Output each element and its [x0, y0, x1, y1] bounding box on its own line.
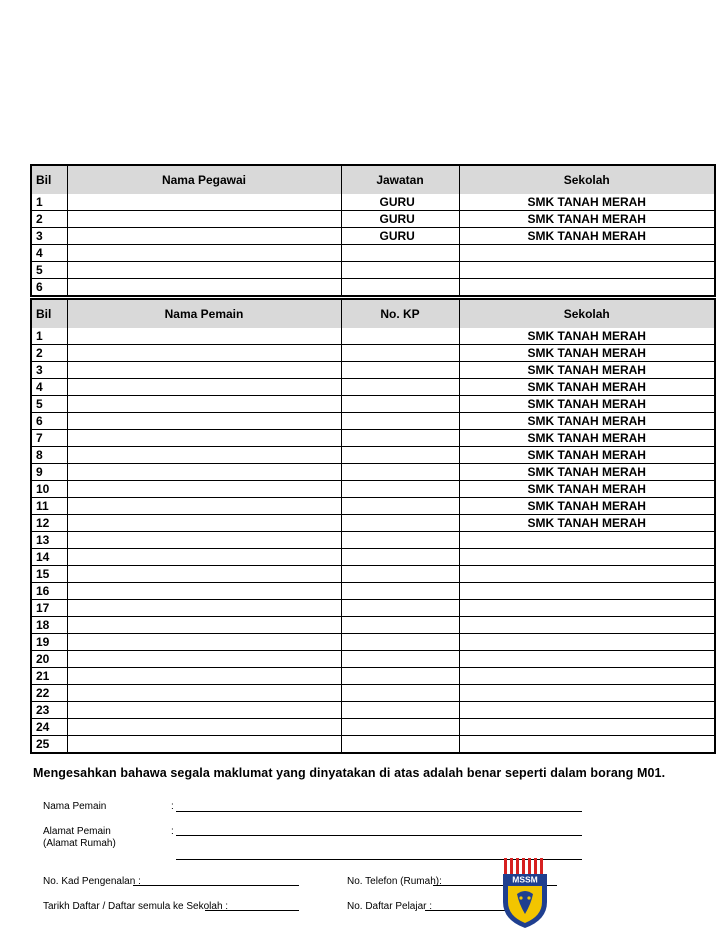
player-row [31, 617, 715, 634]
player-name-cell [67, 566, 341, 583]
player-row [31, 549, 715, 566]
player-bil-cell: 18 [31, 617, 67, 634]
player-ic-cell [341, 345, 459, 362]
staff-post-cell: GURU [341, 211, 459, 228]
player-bil-cell: 3 [31, 362, 67, 379]
player-bil-cell: 14 [31, 549, 67, 566]
tiger-eye-left [519, 896, 522, 899]
address-colon: : [171, 826, 174, 837]
player-school-cell [459, 549, 715, 566]
player-row [31, 328, 715, 345]
player-name-cell [67, 396, 341, 413]
player-row [31, 736, 715, 754]
address-label: Alamat Pemain [43, 826, 111, 837]
logo-stripes [504, 858, 543, 874]
player-row [31, 447, 715, 464]
staff-bil-cell: 5 [31, 262, 67, 279]
player-name-field[interactable] [176, 811, 582, 812]
staff-row [31, 194, 715, 211]
player-name-cell [67, 651, 341, 668]
staff-row [31, 279, 715, 297]
staff-row [31, 228, 715, 245]
player-school-cell [459, 600, 715, 617]
player-name-label: Nama Pemain [43, 801, 107, 812]
player-school-cell [459, 702, 715, 719]
player-ic-cell [341, 685, 459, 702]
player-school-cell: SMK TANAH MERAH [459, 464, 715, 481]
player-name-cell [67, 362, 341, 379]
staff-school-cell: SMK TANAH MERAH [459, 211, 715, 228]
player-row [31, 464, 715, 481]
player-school-cell [459, 668, 715, 685]
player-name-cell [67, 634, 341, 651]
player-table-body [31, 328, 715, 753]
ic-number-field[interactable] [133, 885, 299, 886]
staff-header-name: Nama Pegawai [67, 165, 341, 194]
staff-school-cell: SMK TANAH MERAH [459, 194, 715, 211]
player-school-cell: SMK TANAH MERAH [459, 362, 715, 379]
player-header-bil: Bil [31, 299, 67, 328]
player-row [31, 362, 715, 379]
player-name-cell [67, 583, 341, 600]
player-header-school: Sekolah [459, 299, 715, 328]
player-bil-cell: 21 [31, 668, 67, 685]
register-date-field[interactable] [205, 910, 299, 911]
logo-stripe [504, 858, 507, 874]
staff-bil-cell: 3 [31, 228, 67, 245]
player-name-cell [67, 464, 341, 481]
player-row [31, 532, 715, 549]
player-ic-cell [341, 583, 459, 600]
player-ic-cell [341, 719, 459, 736]
player-name-cell [67, 430, 341, 447]
logo-stripe [540, 858, 543, 874]
address-field-line-1[interactable] [176, 835, 582, 836]
player-name-cell [67, 532, 341, 549]
player-ic-cell [341, 447, 459, 464]
staff-header-school: Sekolah [459, 165, 715, 194]
player-bil-cell: 25 [31, 736, 67, 754]
player-ic-cell [341, 600, 459, 617]
player-row [31, 685, 715, 702]
player-name-cell [67, 515, 341, 532]
player-header-row [31, 299, 715, 328]
player-name-cell [67, 379, 341, 396]
player-bil-cell: 13 [31, 532, 67, 549]
staff-name-cell [67, 228, 341, 245]
player-ic-cell [341, 498, 459, 515]
staff-name-cell [67, 262, 341, 279]
staff-school-cell [459, 245, 715, 262]
player-bil-cell: 15 [31, 566, 67, 583]
player-bil-cell: 4 [31, 379, 67, 396]
player-header-name: Nama Pemain [67, 299, 341, 328]
player-name-cell [67, 719, 341, 736]
player-school-cell: SMK TANAH MERAH [459, 515, 715, 532]
staff-bil-cell: 4 [31, 245, 67, 262]
player-row [31, 345, 715, 362]
player-school-cell [459, 617, 715, 634]
player-name-cell [67, 600, 341, 617]
player-table [30, 298, 716, 754]
staff-post-cell: GURU [341, 194, 459, 211]
player-bil-cell: 12 [31, 515, 67, 532]
player-ic-cell [341, 413, 459, 430]
ic-number-label: No. Kad Pengenalan : [43, 876, 141, 887]
player-name-cell [67, 702, 341, 719]
player-row [31, 634, 715, 651]
staff-name-cell [67, 211, 341, 228]
player-school-cell [459, 685, 715, 702]
address-home-label: (Alamat Rumah) [43, 838, 116, 849]
player-ic-cell [341, 702, 459, 719]
player-name-cell [67, 447, 341, 464]
player-ic-cell [341, 430, 459, 447]
player-ic-cell [341, 328, 459, 345]
player-ic-cell [341, 464, 459, 481]
player-bil-cell: 5 [31, 396, 67, 413]
student-no-field[interactable] [425, 910, 505, 911]
player-school-cell: SMK TANAH MERAH [459, 396, 715, 413]
player-name-cell [67, 413, 341, 430]
player-school-cell: SMK TANAH MERAH [459, 481, 715, 498]
player-bil-cell: 11 [31, 498, 67, 515]
player-row [31, 702, 715, 719]
player-bil-cell: 7 [31, 430, 67, 447]
player-bil-cell: 20 [31, 651, 67, 668]
player-row [31, 719, 715, 736]
tiger-eye-right [527, 896, 530, 899]
mssm-logo [500, 858, 550, 928]
logo-stripe [534, 858, 537, 874]
player-ic-cell [341, 532, 459, 549]
staff-post-cell: GURU [341, 228, 459, 245]
staff-name-cell [67, 245, 341, 262]
player-name-cell [67, 685, 341, 702]
staff-row [31, 211, 715, 228]
player-row [31, 600, 715, 617]
staff-table-body [31, 194, 715, 296]
staff-name-cell [67, 279, 341, 297]
player-school-cell: SMK TANAH MERAH [459, 413, 715, 430]
player-header-ic: No. KP [341, 299, 459, 328]
player-bil-cell: 24 [31, 719, 67, 736]
logo-text: MSSM [512, 874, 538, 885]
player-school-cell [459, 634, 715, 651]
player-bil-cell: 9 [31, 464, 67, 481]
staff-bil-cell: 6 [31, 279, 67, 297]
logo-stripe [510, 858, 513, 874]
staff-header-post: Jawatan [341, 165, 459, 194]
player-name-cell [67, 481, 341, 498]
staff-header-row [31, 165, 715, 194]
player-school-cell [459, 583, 715, 600]
player-row [31, 515, 715, 532]
student-no-label: No. Daftar Pelajar : [347, 901, 433, 912]
player-school-cell [459, 651, 715, 668]
player-row [31, 413, 715, 430]
player-name-colon: : [171, 801, 174, 812]
staff-row [31, 245, 715, 262]
player-school-cell: SMK TANAH MERAH [459, 379, 715, 396]
logo-stripe [522, 858, 525, 874]
player-school-cell: SMK TANAH MERAH [459, 328, 715, 345]
player-row [31, 481, 715, 498]
staff-school-cell: SMK TANAH MERAH [459, 228, 715, 245]
staff-table [30, 164, 716, 297]
player-school-cell: SMK TANAH MERAH [459, 447, 715, 464]
player-bil-cell: 22 [31, 685, 67, 702]
player-ic-cell [341, 362, 459, 379]
logo-stripe [516, 858, 519, 874]
player-ic-cell [341, 379, 459, 396]
player-row [31, 668, 715, 685]
staff-bil-cell: 2 [31, 211, 67, 228]
player-bil-cell: 2 [31, 345, 67, 362]
staff-school-cell [459, 279, 715, 297]
player-bil-cell: 17 [31, 600, 67, 617]
player-name-cell [67, 736, 341, 754]
player-school-cell: SMK TANAH MERAH [459, 430, 715, 447]
player-bil-cell: 1 [31, 328, 67, 345]
player-name-cell [67, 328, 341, 345]
player-row [31, 396, 715, 413]
player-bil-cell: 16 [31, 583, 67, 600]
player-bil-cell: 23 [31, 702, 67, 719]
player-ic-cell [341, 651, 459, 668]
player-bil-cell: 8 [31, 447, 67, 464]
player-ic-cell [341, 617, 459, 634]
player-school-cell: SMK TANAH MERAH [459, 498, 715, 515]
register-date-label: Tarikh Daftar / Daftar semula ke Sekolah : [43, 901, 229, 912]
staff-post-cell [341, 279, 459, 297]
player-ic-cell [341, 396, 459, 413]
player-ic-cell [341, 736, 459, 754]
player-school-cell: SMK TANAH MERAH [459, 345, 715, 362]
player-row [31, 651, 715, 668]
logo-stripe [528, 858, 531, 874]
player-row [31, 379, 715, 396]
player-school-cell [459, 719, 715, 736]
player-bil-cell: 6 [31, 413, 67, 430]
staff-post-cell [341, 262, 459, 279]
staff-bil-cell: 1 [31, 194, 67, 211]
staff-row [31, 262, 715, 279]
player-ic-cell [341, 668, 459, 685]
player-name-cell [67, 498, 341, 515]
phone-label: No. Telefon (Rumah): [347, 876, 442, 887]
staff-school-cell [459, 262, 715, 279]
player-bil-cell: 19 [31, 634, 67, 651]
staff-name-cell [67, 194, 341, 211]
player-ic-cell [341, 515, 459, 532]
player-row [31, 566, 715, 583]
player-name-cell [67, 549, 341, 566]
player-ic-cell [341, 549, 459, 566]
player-ic-cell [341, 481, 459, 498]
player-bil-cell: 10 [31, 481, 67, 498]
player-name-cell [67, 668, 341, 685]
player-name-cell [67, 617, 341, 634]
player-school-cell [459, 736, 715, 754]
staff-post-cell [341, 245, 459, 262]
player-row [31, 498, 715, 515]
player-school-cell [459, 532, 715, 549]
player-name-cell [67, 345, 341, 362]
player-row [31, 430, 715, 447]
player-school-cell [459, 566, 715, 583]
player-ic-cell [341, 566, 459, 583]
player-row [31, 583, 715, 600]
player-ic-cell [341, 634, 459, 651]
confirmation-statement: Mengesahkan bahawa segala maklumat yang dinyatakan di atas adalah benar seperti dalam borang M01. [33, 766, 666, 780]
staff-header-bil: Bil [31, 165, 67, 194]
